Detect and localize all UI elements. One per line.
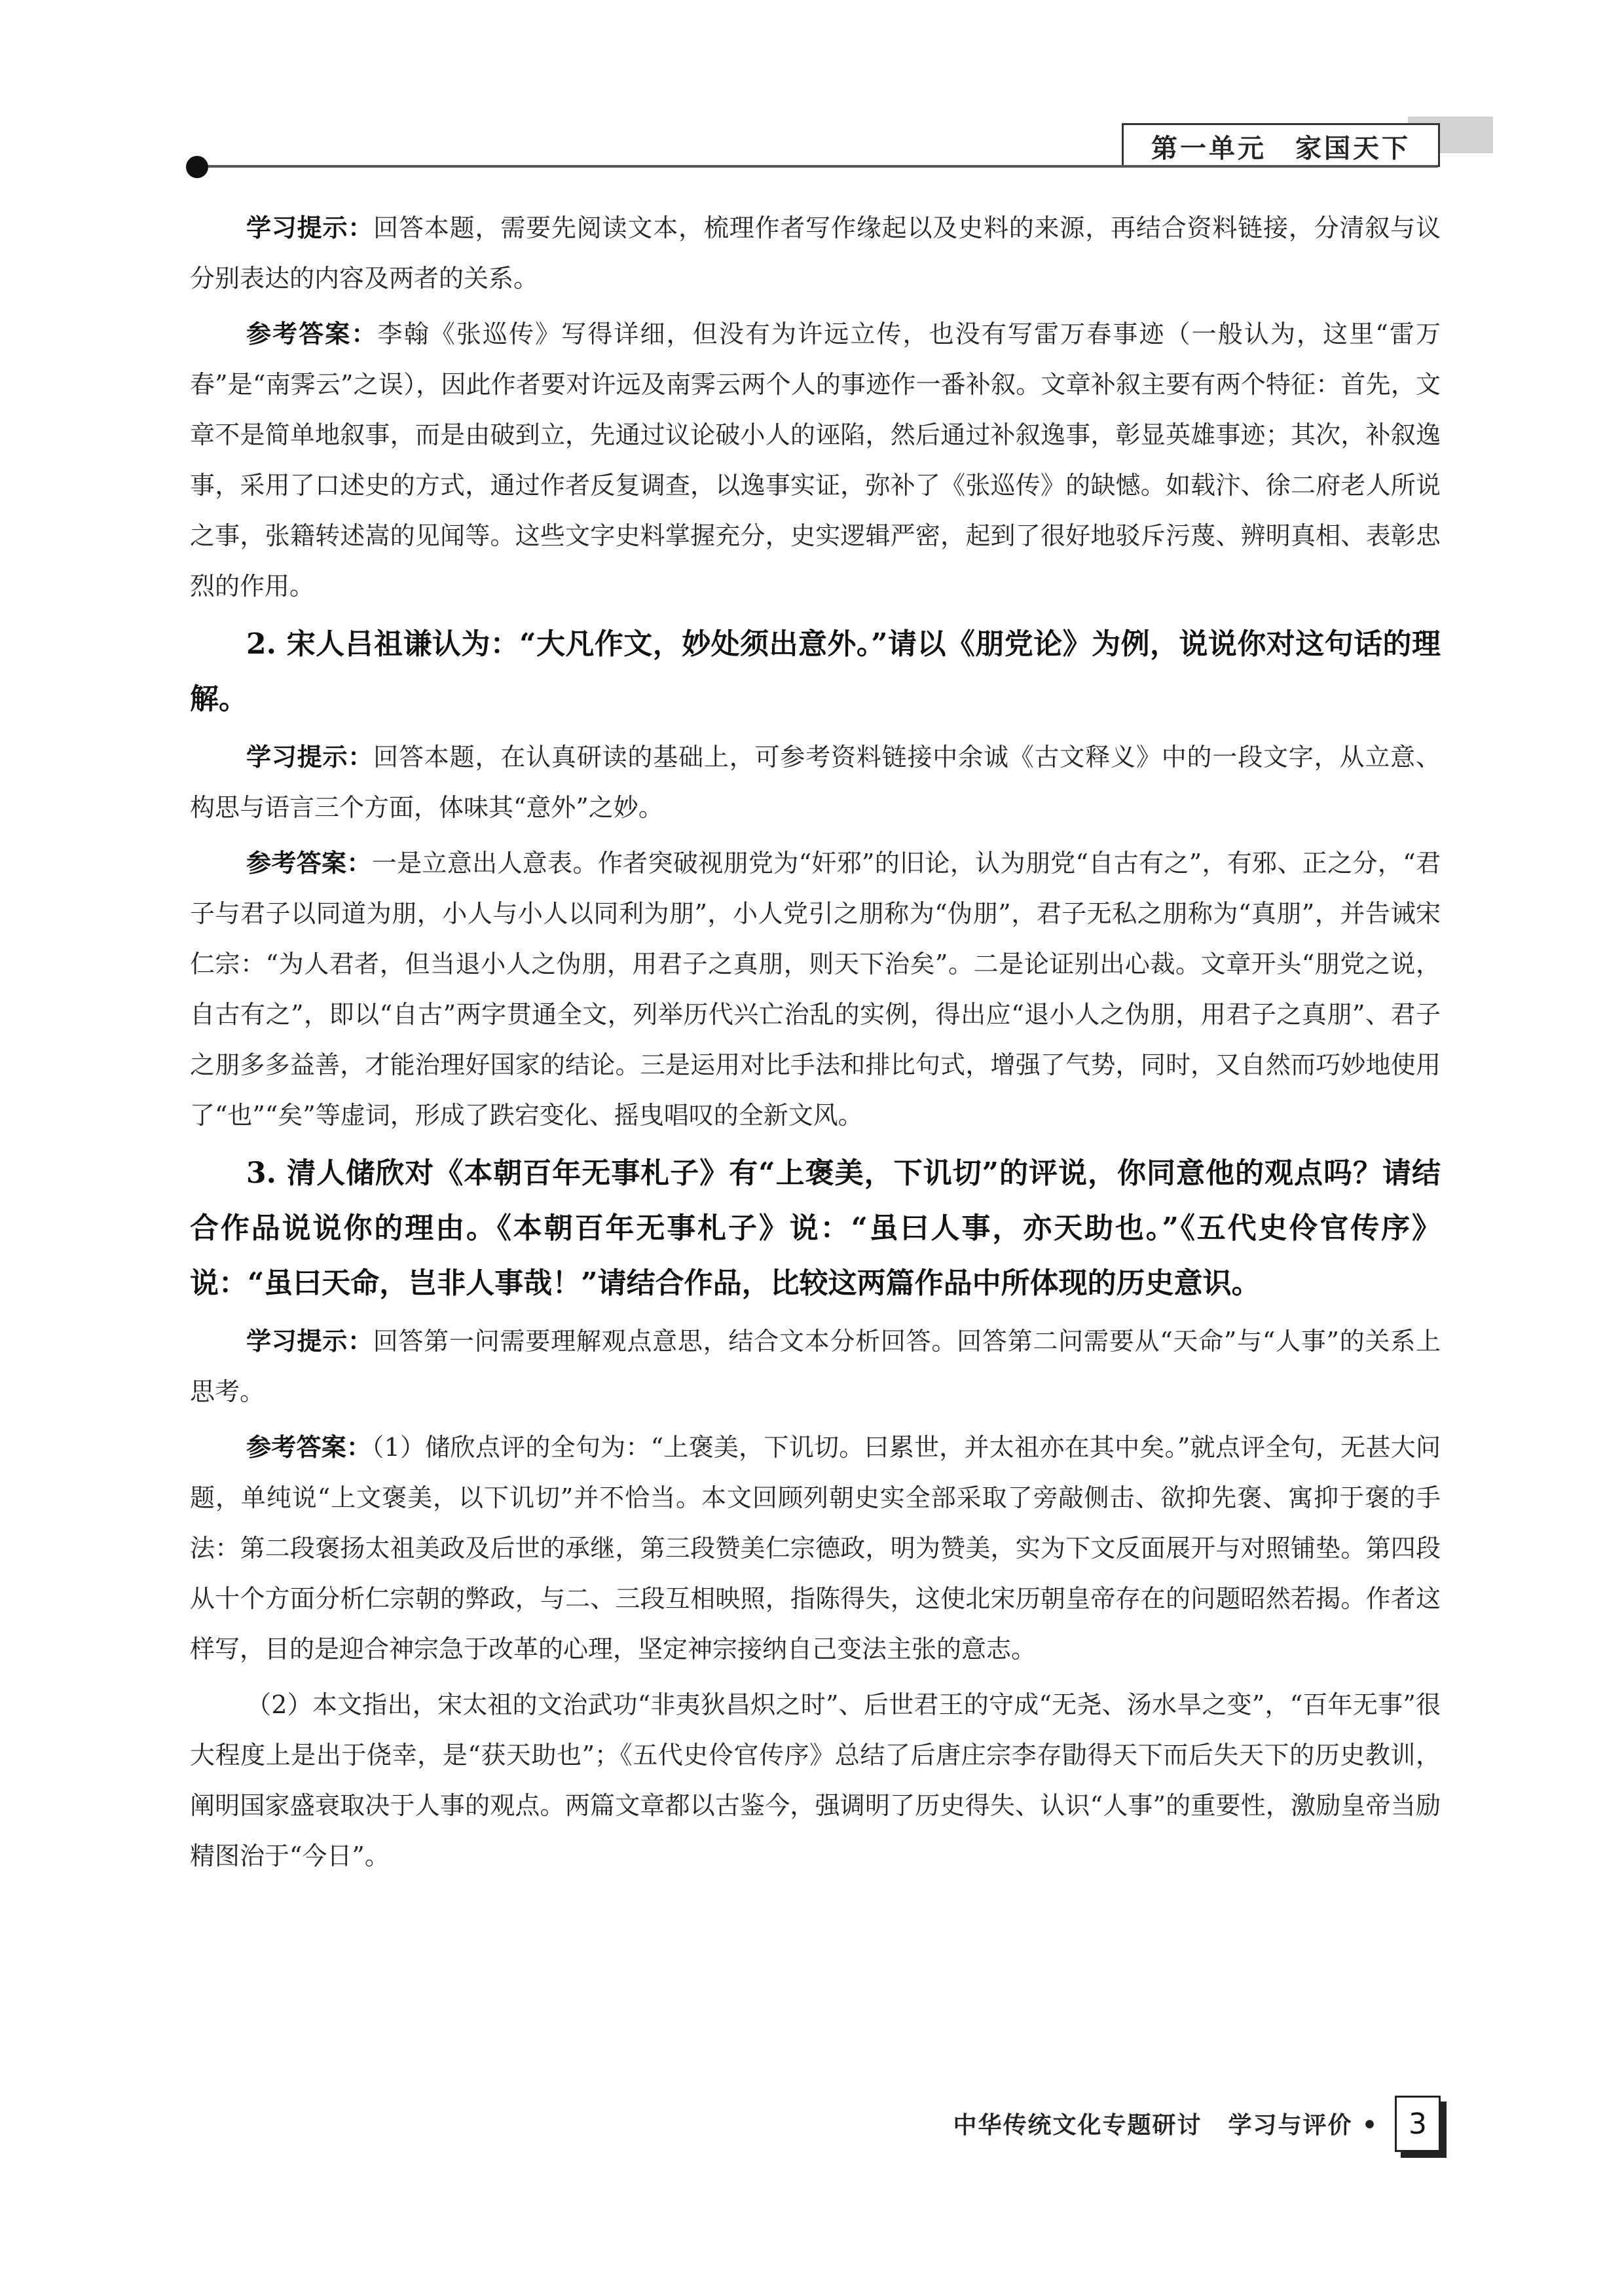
header-bullet-icon bbox=[186, 156, 208, 178]
tip-text: 回答第一问需要理解观点意思，结合文本分析回答。回答第二问需要从“天命”与“人事”的关系上思考。 bbox=[190, 1327, 1441, 1406]
answer-label: 参考答案： bbox=[246, 320, 378, 348]
unit-title-tab: 第一单元 家国天下 bbox=[1122, 123, 1440, 167]
study-tip-3 bbox=[190, 1316, 1441, 1417]
footer-running-title bbox=[953, 2102, 1378, 2144]
tip-text: 回答本题，在认真研读的基础上，可参考资料链接中余诚《古文释义》中的一段文字，从立意、构思与语言三个方面，体味其“意外”之妙。 bbox=[190, 743, 1441, 822]
header-rule bbox=[196, 165, 1438, 168]
reference-answer-2 bbox=[190, 838, 1441, 1141]
answer-text: 李翰《张巡传》写得详细，但没有为许远立传，也没有写雷万春事迹（一般认为，这里“雷万春”是“南霁云”之误），因此作者要对许远及南霁云两个人的事迹作一番补叙。文章补叙主要有两个特征：首先，文章不是简单地叙事，而是由破到立，先通过议论破小人的诬陷，然后通过补叙逸事，彰显英雄事迹；其次，补叙逸事，采用了口述史的方式，通过作者反复调查，以逸事实证，弥补了《张巡传》的缺憾。如载汴、徐二府老人所说之事，张籍转述嵩的见闻等。这些文字史料掌握充分，史实逻辑严密，起到了很好地驳斥污蔑、辨明真相、表彰忠烈的作用。 bbox=[190, 320, 1441, 601]
book-title: 中华传统文化专题研讨 bbox=[953, 2111, 1202, 2139]
tip-text: 回答本题，需要先阅读文本，梳理作者写作缘起以及史料的来源，再结合资料链接，分清叙与议分别表达的内容及两者的关系。 bbox=[190, 213, 1441, 293]
answer-label: 参考答案： bbox=[246, 1433, 372, 1462]
tip-label: 学习提示： bbox=[246, 743, 374, 771]
answer-label: 参考答案： bbox=[246, 849, 372, 878]
answer-text: 一是立意出人意表。作者突破视朋党为“奸邪”的旧论，认为朋党“自古有之”，有邪、正之分，“君子与君子以同道为朋，小人与小人以同利为朋”，小人党引之朋称为“伪朋”，君子无私之朋称为“真朋”，并告诫宋仁宗：“为人君者，但当退小人之伪朋，用君子之真朋，则天下治矣”。二是论证别出心裁。文章开头“朋党之说，自古有之”，即以“自古”两字贯通全文，列举历代兴亡治乱的实例，得出应“退小人之伪朋，用君子之真朋”、君子之朋多多益善，才能治理好国家的结论。三是运用对比手法和排比句式，增强了气势，同时，又自然而巧妙地使用了“也”“矣”等虚词，形成了跌宕变化、摇曳唱叹的全新文风。 bbox=[190, 849, 1441, 1130]
page-body bbox=[190, 203, 1441, 1887]
study-tip-1 bbox=[190, 203, 1441, 304]
reference-answer-3 bbox=[190, 1422, 1441, 1675]
question-3: 3. 清人储欣对《本朝百年无事札子》有“上褒美，下讥切”的评说，你同意他的观点吗？请结合作品说说你的理由。《本朝百年无事札子》说：“虽曰人事，亦天助也。”《五代史伶官传序》说：“虽曰天命，岂非人事哉！”请结合作品，比较这两篇作品中所体现的历史意识。 bbox=[190, 1157, 1441, 1300]
study-tip-2 bbox=[190, 732, 1441, 833]
reference-answer-3-part-2 bbox=[190, 1680, 1441, 1881]
tip-label: 学习提示： bbox=[246, 1327, 373, 1356]
reference-answer-1 bbox=[190, 309, 1441, 612]
series-label: 学习与评价 • bbox=[1228, 2111, 1378, 2139]
tip-label: 学习提示： bbox=[246, 213, 374, 242]
page-number: 3 bbox=[1395, 2096, 1441, 2152]
question-2: 2. 宋人吕祖谦认为：“大凡作文，妙处须出意外。”请以《朋党论》为例，说说你对这句话的理解。 bbox=[190, 627, 1441, 716]
answer-text: （1）储欣点评的全句为：“上褒美，下讥切。曰累世，并太祖亦在其中矣。”就点评全句，无甚大问题，单纯说“上文褒美，以下讥切”并不恰当。本文回顾列朝史实全部采取了旁敲侧击、欲抑先褒、寓抑于褒的手法：第二段褒扬太祖美政及后世的承继，第三段赞美仁宗德政，明为赞美，实为下文反面展开与对照铺垫。第四段从十个方面分析仁宗朝的弊政，与二、三段互相映照，指陈得失，这使北宋历朝皇帝存在的问题昭然若揭。作者这样写，目的是迎合神宗急于改革的心理，坚定神宗接纳自己变法主张的意志。 bbox=[190, 1433, 1441, 1663]
answer-text: （2）本文指出，宋太祖的文治武功“非夷狄昌炽之时”、后世君王的守成“无尧、汤水旱之变”，“百年无事”很大程度上是出于侥幸，是“获天助也”；《五代史伶官传序》总结了后唐庄宗李存勖得天下而后失天下的历史教训，阐明国家盛衰取决于人事的观点。两篇文章都以古鉴今，强调明了历史得失、认识“人事”的重要性，激励皇帝当励精图治于“今日”。 bbox=[190, 1690, 1441, 1870]
